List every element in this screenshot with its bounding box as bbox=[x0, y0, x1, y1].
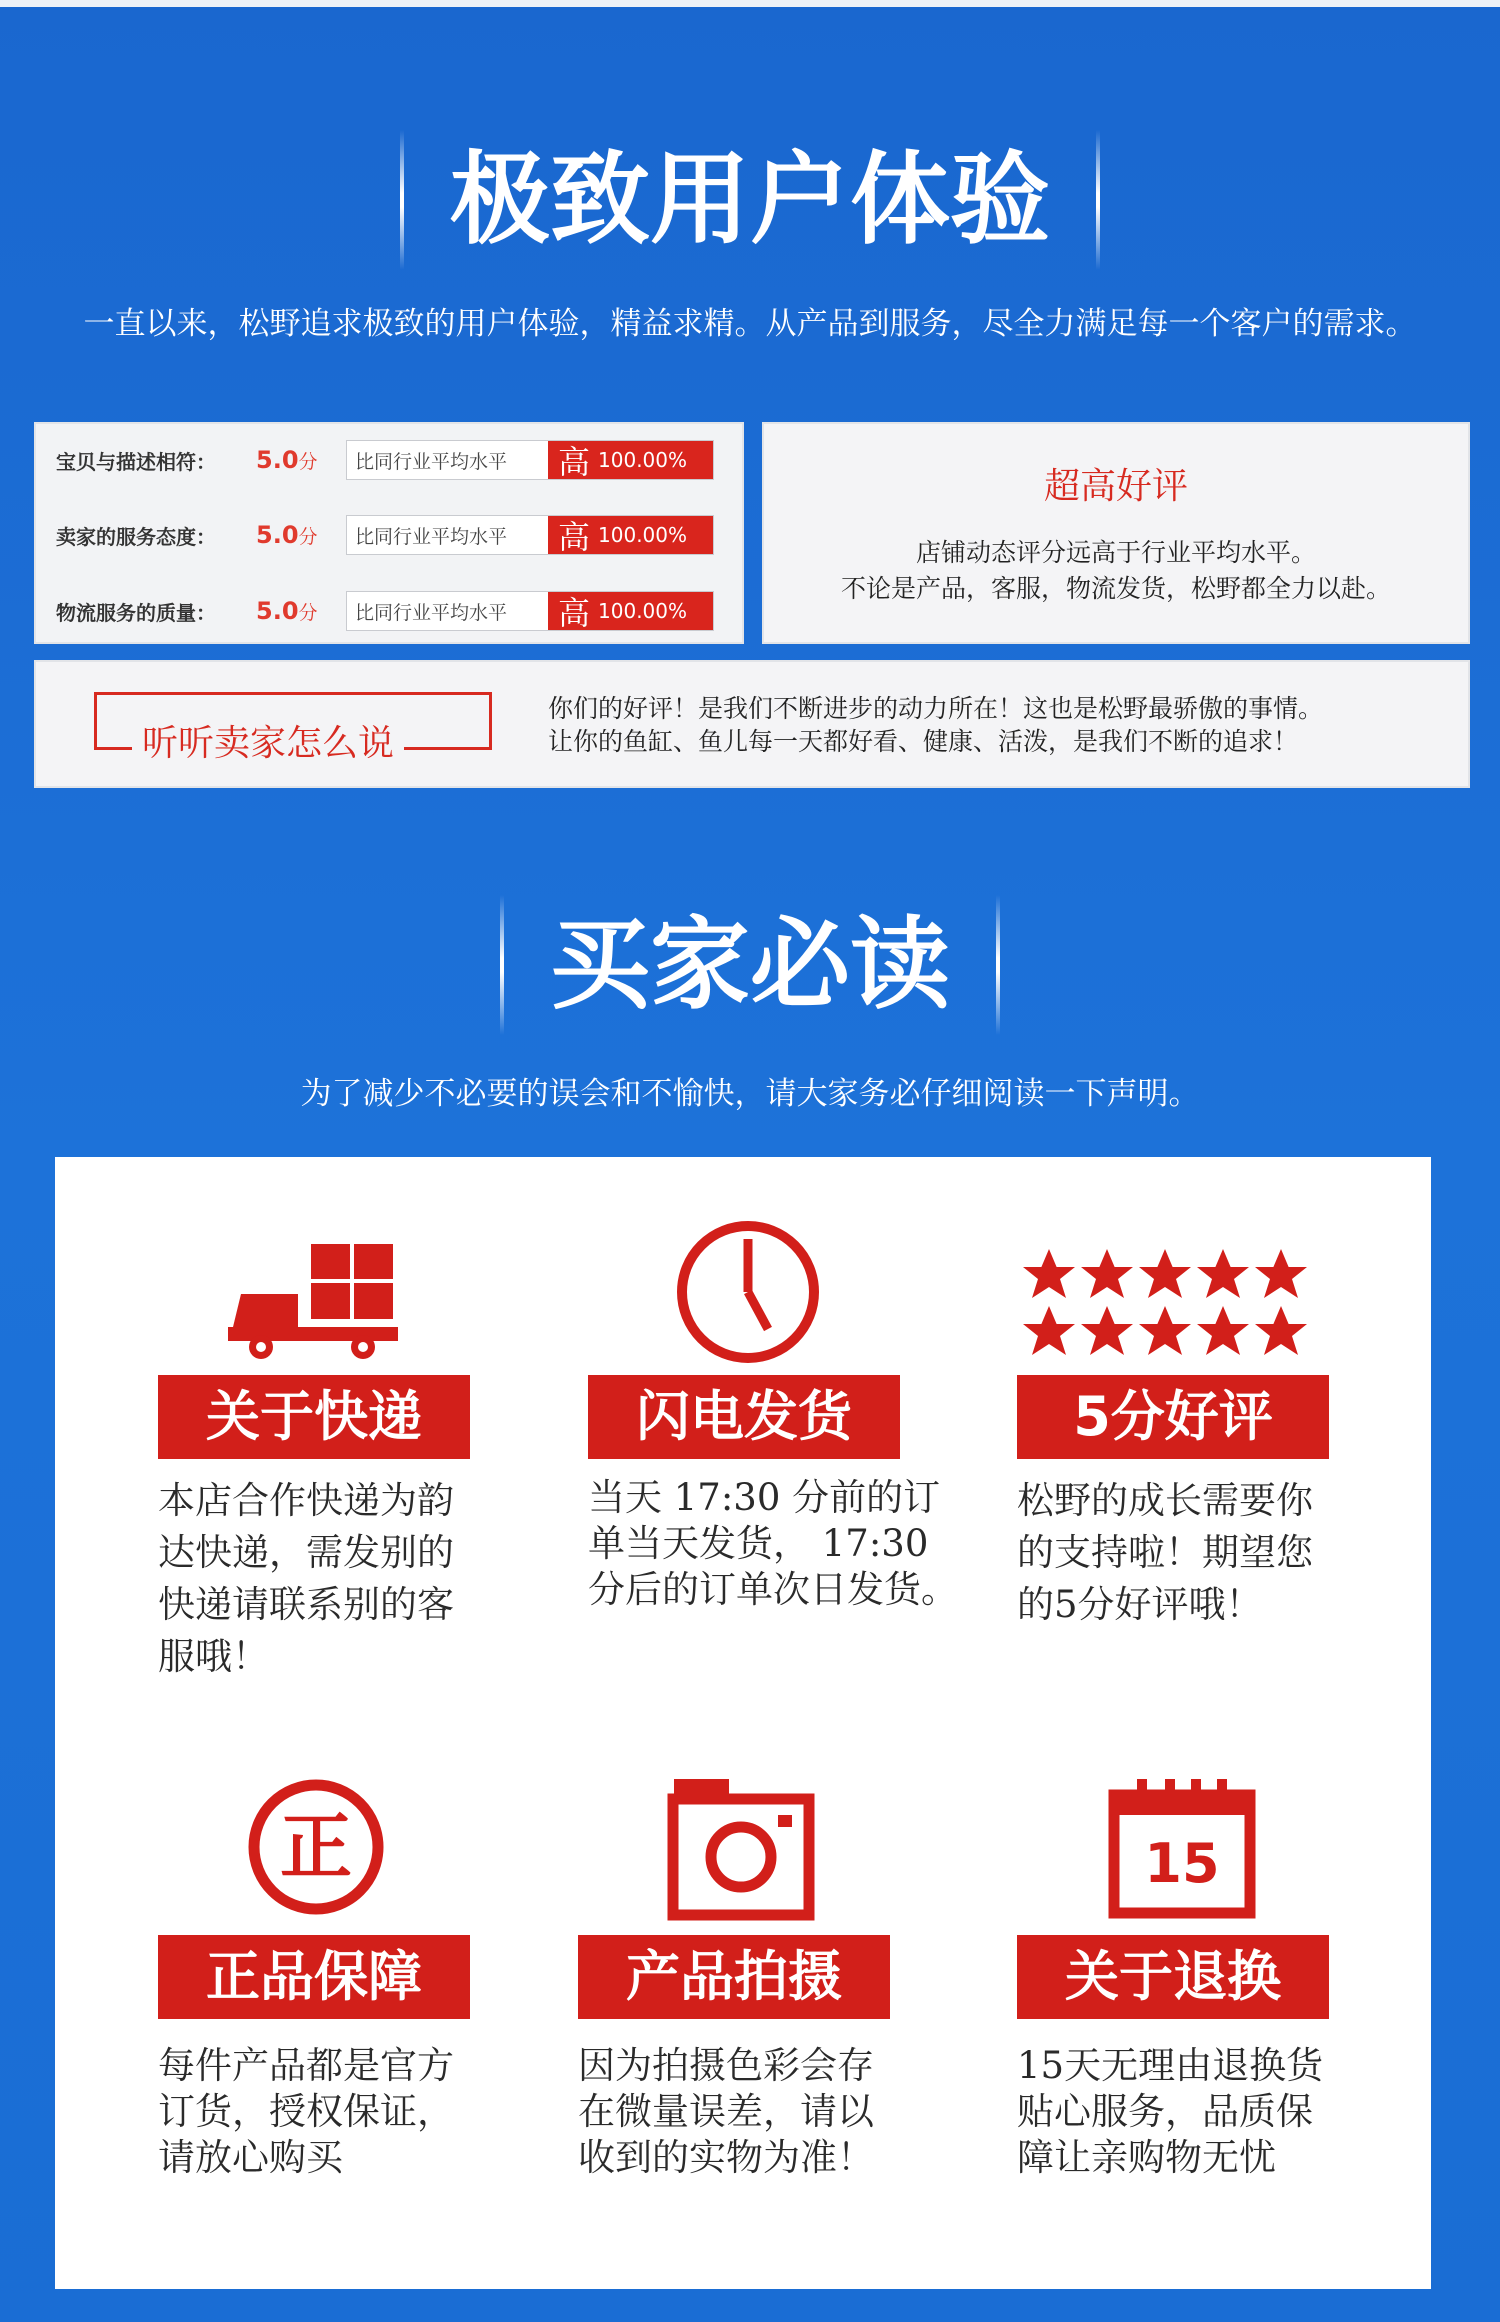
notice-tag: 产品拍摄 bbox=[578, 1935, 890, 2019]
seller-says-label: 听听卖家怎么说 bbox=[132, 715, 404, 766]
compare-badge: 高 100.00% bbox=[548, 441, 713, 479]
stars-icon bbox=[1022, 1247, 1312, 1362]
notice-desc: 每件产品都是官方 订货，授权保证， 请放心购买 bbox=[158, 2044, 454, 2179]
calendar-icon-text: 15 bbox=[1144, 1832, 1220, 1895]
section-title-text: 极致用户体验 bbox=[450, 141, 1050, 258]
notice-tag: 关于退换 bbox=[1017, 1935, 1329, 2019]
notice-card bbox=[55, 1157, 1431, 2289]
section-subtitle-must-read: 为了减少不必要的误会和不愉快，请大家务必仔细阅读一下声明。 bbox=[300, 1076, 1200, 1112]
rating-score: 5.0分 bbox=[256, 597, 318, 625]
compare-label: 比同行业平均水平 bbox=[355, 601, 508, 624]
rating-compare bbox=[346, 515, 714, 555]
praise-line: 店铺动态评分远高于行业平均水平。 bbox=[915, 538, 1316, 567]
seller-message-line: 让你的鱼缸、鱼儿每一天都好看、健康、活泼，是我们不断的追求！ bbox=[548, 727, 1299, 756]
rating-compare bbox=[346, 591, 714, 631]
seller-message-line: 你们的好评！是我们不断进步的动力所在！这也是松野最骄傲的事情。 bbox=[548, 694, 1324, 723]
top-divider bbox=[0, 0, 1500, 7]
rating-label: 宝贝与描述相符： bbox=[56, 449, 216, 474]
section-title-text: 买家必读 bbox=[550, 906, 950, 1023]
seller-message bbox=[548, 692, 1323, 758]
notice-tag: 5分好评 bbox=[1017, 1375, 1329, 1459]
compare-badge: 高 100.00% bbox=[548, 516, 713, 554]
section-title-must-read bbox=[0, 905, 1500, 1025]
camera-icon bbox=[666, 1777, 816, 1922]
calendar-icon bbox=[1107, 1777, 1257, 1922]
compare-label: 比同行业平均水平 bbox=[355, 450, 508, 473]
section-title-experience bbox=[0, 140, 1500, 260]
truck-icon bbox=[223, 1239, 403, 1364]
rating-panel bbox=[34, 422, 744, 644]
seller-says-label-box bbox=[94, 692, 492, 764]
compare-badge: 高 100.00% bbox=[548, 592, 713, 630]
notice-tag: 关于快递 bbox=[158, 1375, 470, 1459]
notice-tag: 闪电发货 bbox=[588, 1375, 900, 1459]
rating-score: 5.0分 bbox=[256, 446, 318, 474]
section-subtitle-experience: 一直以来，松野追求极致的用户体验，精益求精。从产品到服务，尽全力满足每一个客户的需求。 bbox=[83, 306, 1417, 342]
notice-desc: 15天无理由退换货 贴心服务，品质保 障让亲购物无忧 bbox=[1017, 2044, 1324, 2179]
rating-score: 5.0分 bbox=[256, 521, 318, 549]
rating-compare bbox=[346, 440, 714, 480]
genuine-icon-text: 正 bbox=[279, 1805, 352, 1889]
rating-row bbox=[56, 435, 714, 485]
notice-desc: 因为拍摄色彩会存 在微量误差，请以 收到的实物为准！ bbox=[578, 2044, 874, 2179]
compare-label: 比同行业平均水平 bbox=[355, 525, 508, 548]
rating-label: 卖家的服务态度： bbox=[56, 524, 216, 549]
notice-desc: 当天 17:30 分前的订 单当天发货， 17:30 分后的订单次日发货。 bbox=[588, 1476, 958, 1611]
genuine-icon bbox=[246, 1777, 386, 1917]
praise-line: 不论是产品，客服，物流发货，松野都全力以赴。 bbox=[840, 574, 1391, 603]
praise-panel bbox=[762, 422, 1470, 644]
praise-title: 超高好评 bbox=[1043, 466, 1188, 507]
seller-says-panel bbox=[34, 660, 1470, 788]
notice-tag: 正品保障 bbox=[158, 1935, 470, 2019]
notice-desc: 本店合作快递为韵 达快递，需发别的 快递请联系别的客 服哦！ bbox=[158, 1479, 454, 1678]
notice-desc: 松野的成长需要你 的支持啦！期望您 的5分好评哦！ bbox=[1017, 1479, 1313, 1626]
rating-row bbox=[56, 586, 714, 636]
clock-icon bbox=[673, 1217, 823, 1367]
rating-row bbox=[56, 510, 714, 560]
rating-label: 物流服务的质量： bbox=[56, 600, 216, 625]
